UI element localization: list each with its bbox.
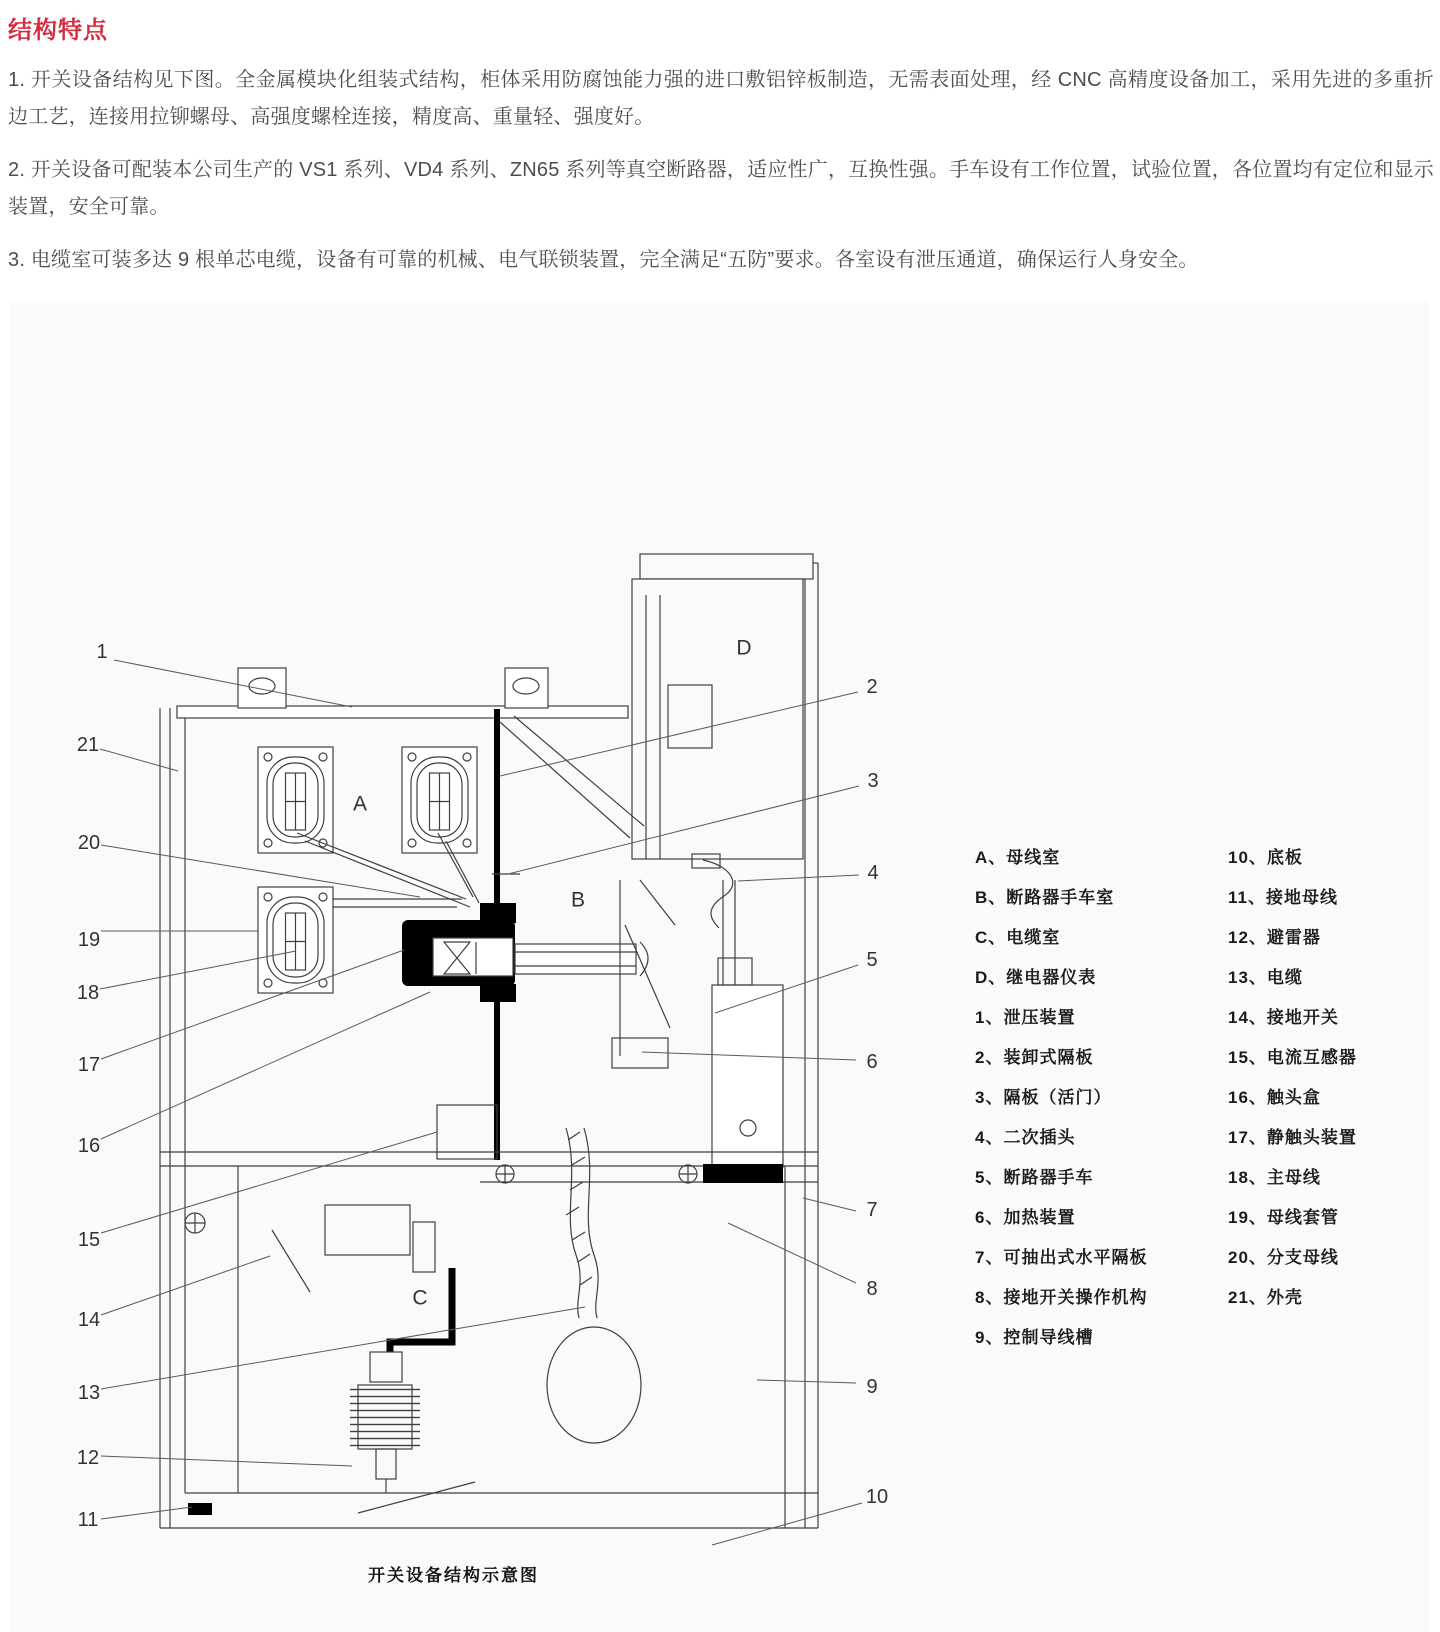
legend-item: 13、电缆: [1228, 968, 1303, 987]
paragraph-3: 3. 电缆室可装多达 9 根单芯电缆，设备有可靠的机械、电气联锁装置，完全满足“五防”要求。各室设有泄压通道，确保运行人身安全。: [8, 249, 1199, 271]
legend-item: 8、接地开关操作机构: [975, 1288, 1148, 1307]
legend-item: 15、电流互感器: [1228, 1048, 1357, 1067]
legend-column-1: [975, 838, 1147, 1358]
legend-item: 4、二次插头: [975, 1128, 1076, 1147]
legend-item: 11、接地母线: [1228, 888, 1338, 907]
region-label-C: C: [412, 1286, 428, 1310]
callout-label-16: 16: [77, 1135, 101, 1157]
callout-leader-17: [101, 950, 404, 1059]
callout-label-19: 19: [77, 929, 101, 951]
callout-label-12: 12: [76, 1447, 100, 1469]
callout-label-21: 21: [76, 734, 100, 756]
switchgear-structure-diagram: [10, 301, 1429, 1632]
legend-item: C、电缆室: [975, 928, 1061, 947]
callout-label-5: 5: [866, 949, 878, 971]
callout-leader-8: [728, 1223, 856, 1283]
relay-instrument-box: [632, 554, 813, 859]
callout-leader-10: [712, 1503, 862, 1545]
legend-item: D、继电器仪表: [975, 968, 1097, 987]
breaker-handcart-room: [612, 854, 783, 1167]
legend-item: 12、避雷器: [1228, 928, 1321, 947]
callout-label-20: 20: [77, 832, 101, 854]
callout-leader-7: [803, 1198, 856, 1211]
legend-item: 1、泄压装置: [975, 1008, 1076, 1027]
legend-item: A、母线室: [975, 848, 1061, 867]
legend-item: 16、触头盒: [1228, 1088, 1321, 1107]
legend-item: 9、控制导线槽: [975, 1328, 1094, 1347]
feature-text: [8, 62, 1434, 295]
callout-label-11: 11: [77, 1509, 99, 1531]
callout-label-18: 18: [76, 982, 100, 1004]
callout-label-14: 14: [77, 1309, 101, 1331]
legend-item: 10、底板: [1228, 848, 1303, 867]
callout-leader-9: [757, 1380, 856, 1383]
contact-box-assembly: [402, 903, 648, 1002]
callout-label-4: 4: [867, 862, 879, 884]
callout-leader-4: [738, 875, 859, 881]
callout-label-7: 7: [866, 1199, 878, 1221]
legend-item: 5、断路器手车: [975, 1168, 1094, 1187]
callout-label-1: 1: [96, 641, 108, 663]
callout-label-17: 17: [77, 1054, 101, 1076]
callout-label-2: 2: [866, 676, 878, 698]
region-label-A: A: [352, 792, 368, 816]
legend-item: 6、加热装置: [975, 1208, 1076, 1227]
region-label-D: D: [736, 636, 752, 660]
callout-label-8: 8: [866, 1278, 878, 1300]
legend-item: B、断路器手车室: [975, 888, 1115, 907]
callout-leader-11: [101, 1507, 192, 1519]
callout-leader-1: [114, 660, 352, 707]
callout-leader-13: [101, 1307, 585, 1389]
page-title: 结构特点: [8, 17, 108, 44]
callout-label-10: 10: [865, 1486, 889, 1508]
legend-item: 21、外壳: [1228, 1288, 1303, 1307]
callout-label-6: 6: [866, 1051, 878, 1073]
paragraph-2: 2. 开关设备可配装本公司生产的 VS1 系列、VD4 系列、ZN65 系列等真空断路器，适应性广，互换性强。手车设有工作位置，试验位置，各位置均有定位和显示装置，安全可靠。: [8, 159, 1434, 218]
legend-item: 17、静触头装置: [1228, 1128, 1357, 1147]
callout-label-9: 9: [866, 1376, 878, 1398]
legend-column-2: [1228, 838, 1357, 1318]
legend-item: 19、母线套管: [1228, 1208, 1339, 1227]
legend-item: 20、分支母线: [1228, 1248, 1339, 1267]
callout-leader-15: [101, 1132, 437, 1233]
callout-leader-21: [100, 749, 178, 771]
legend-item: 2、装卸式隔板: [975, 1048, 1094, 1067]
legend-item: 18、主母线: [1228, 1168, 1321, 1187]
callout-label-15: 15: [77, 1229, 101, 1251]
diagram-panel: [10, 301, 1429, 1632]
callout-leader-16: [101, 992, 430, 1139]
diagram-caption: 开关设备结构示意图: [368, 1566, 539, 1585]
legend-item: 7、可抽出式水平隔板: [975, 1248, 1148, 1267]
callout-leader-12: [101, 1456, 352, 1466]
paragraph-1: 1. 开关设备结构见下图。全金属模块化组装式结构，柜体采用防腐蚀能力强的进口敷铝锌板制造，无需表面处理，经 CNC 高精度设备加工，采用先进的多重折边工艺，连接用拉铆螺母、高强度螺栓连接，精度高、重量轻、强度好。: [8, 69, 1434, 128]
legend-item: 14、接地开关: [1228, 1008, 1339, 1027]
callout-label-3: 3: [867, 770, 879, 792]
legend-item: 3、隔板（活门）: [975, 1088, 1112, 1107]
callout-label-13: 13: [77, 1382, 101, 1404]
region-label-B: B: [570, 888, 586, 912]
